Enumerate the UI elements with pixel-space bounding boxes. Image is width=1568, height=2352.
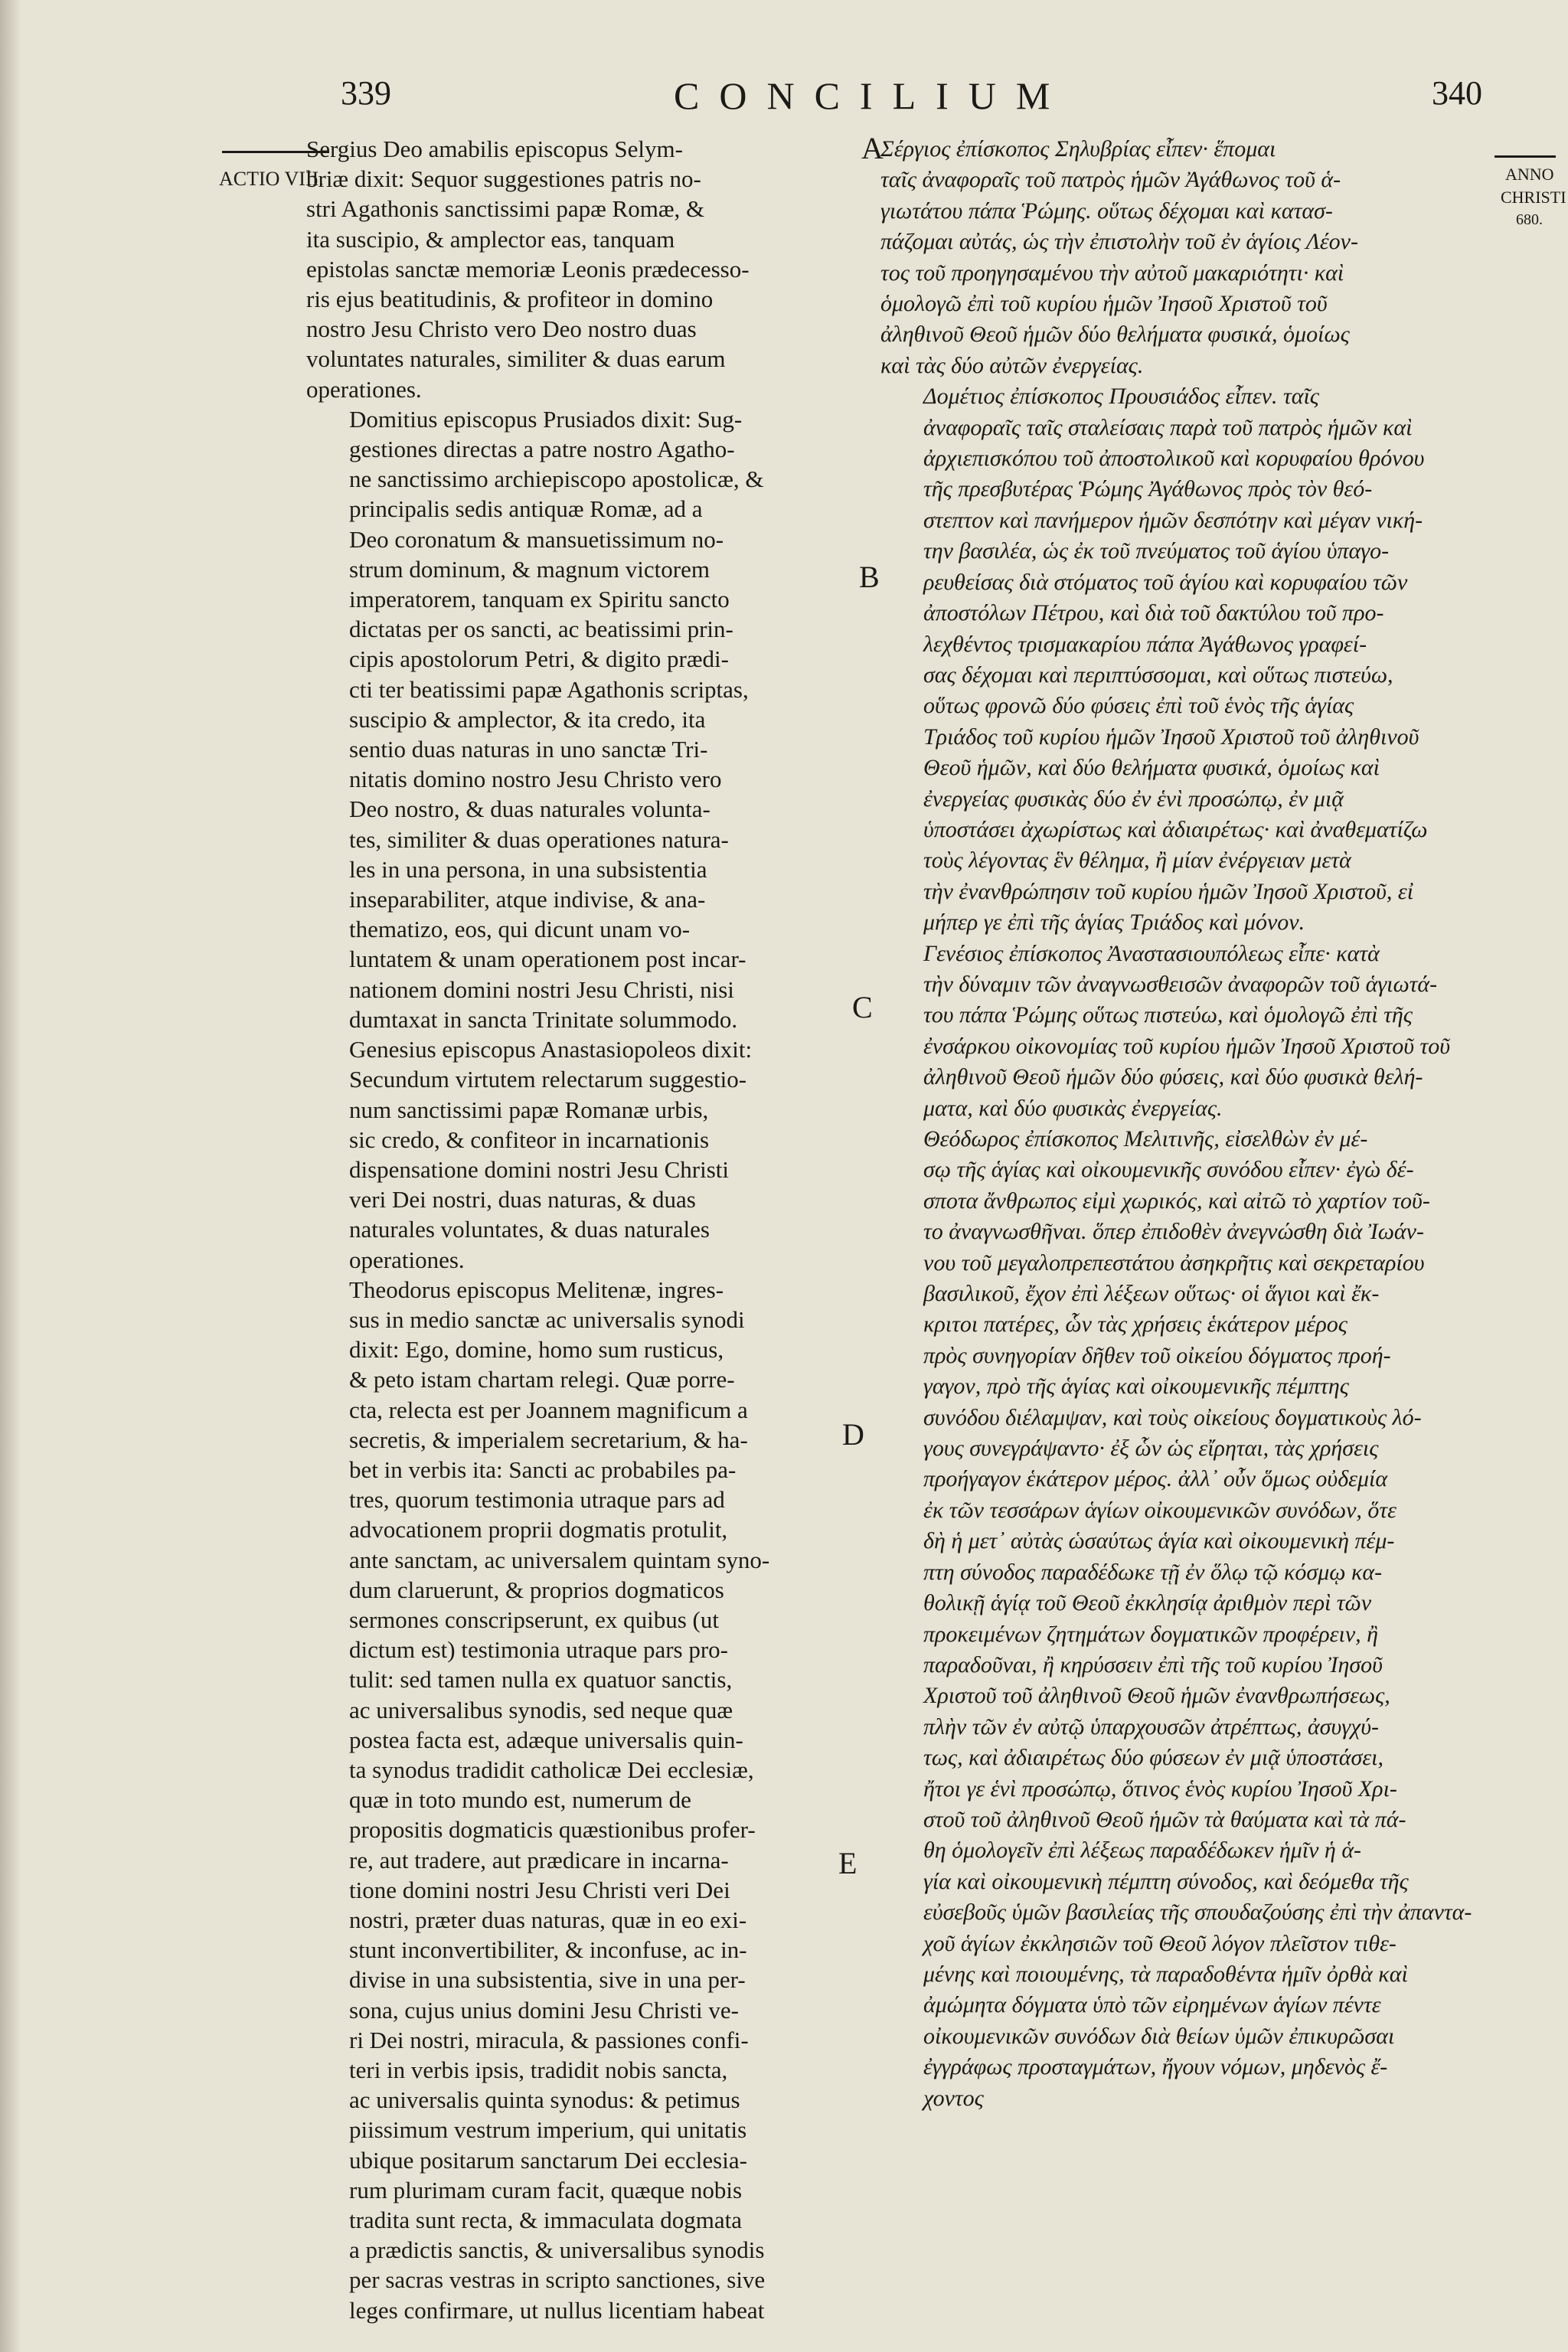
- greek-paragraph: [880, 381, 1478, 938]
- latin-text-line: ne sanctissimo archiepiscopo apostolicæ, &: [349, 466, 764, 493]
- greek-text-line: την βασιλέα, ὡς ἐκ τοῦ πνεύματος τοῦ ἁγίου ὑπαγο-: [923, 538, 1390, 564]
- greek-text-line: Γενέσιος ἐπίσκοπος Ἀναστασιουπόλεως εἶπε· κατὰ: [923, 940, 1380, 966]
- latin-text-line: quæ in toto mundo est, numerum de: [349, 1786, 691, 1814]
- latin-text-line: stri Agathonis sanctissimi papæ Romæ, &: [306, 195, 705, 223]
- section-letter-b: B: [859, 560, 880, 594]
- latin-text-line: cta, relecta est per Joannem magnificum a: [349, 1396, 748, 1423]
- latin-column: [306, 134, 858, 2325]
- latin-text-line: naturales voluntates, & duas naturales: [349, 1216, 710, 1243]
- latin-paragraph: [306, 1034, 858, 1275]
- greek-text-line: Τριάδος τοῦ κυρίου ἡμῶν Ἰησοῦ Χριστοῦ τοῦ ἀληθινοῦ: [923, 724, 1419, 750]
- latin-text-line: operationes.: [349, 1246, 465, 1273]
- greek-text-line: το ἀναγνωσθῆναι. ὅπερ ἐπιδοθὲν ἀνεγνώσθη διὰ Ἰωάν-: [923, 1219, 1424, 1245]
- latin-text-line: briæ dixit: Sequor suggestiones patris no-: [306, 165, 701, 193]
- greek-text-line: ἐγγράφως προσταγμάτων, ἤγουν νόμων, μηδενὸς ἔ-: [923, 2054, 1388, 2080]
- greek-text-line: γους συνεγράψαντο· ἐξ ὧν ὡς εἴρηται, τὰς χρήσεις: [923, 1436, 1379, 1462]
- greek-text-line: βασιλικοῦ, ἔχον ἐπὶ λέξεων οὕτως· οἱ ἅγιοι καὶ ἔκ-: [923, 1281, 1380, 1307]
- greek-text-line: νου τοῦ μεγαλοπρεπεστάτου ἀσηκρῆτις καὶ σεκρεταρίου: [923, 1250, 1425, 1276]
- running-title: CONCILIUM: [674, 74, 1070, 117]
- latin-text-line: tione domini nostri Jesu Christi veri Dei: [349, 1876, 730, 1903]
- greek-text-line: ἀληθινοῦ Θεοῦ ἡμῶν δύο φύσεις, καὶ δύο φυσικὰ θελή-: [923, 1064, 1423, 1090]
- greek-text-line: λεχθέντος τρισμακαρίου πάπα Ἀγάθωνος γραφεί-: [923, 631, 1367, 657]
- latin-text-line: Sergius Deo amabilis episcopus Selym-: [306, 136, 683, 162]
- greek-text-line: ὑποστάσει ἀχωρίστως καὶ ἀδιαιρέτως· καὶ ἀναθεματίζω: [923, 816, 1428, 842]
- latin-text-line: ac universalis quinta synodus: & petimus: [349, 2086, 740, 2114]
- latin-text-line: postea facta est, adæque universalis quin-: [349, 1726, 743, 1753]
- latin-text-line: per sacras vestras in scripto sanctiones, sive: [349, 2266, 766, 2294]
- greek-text-line: γαγον, πρὸ τῆς ἁγίας καὶ οἰκουμενικῆς πέμπτης: [923, 1374, 1349, 1400]
- latin-text-line: propositis dogmaticis quæstionibus profer-: [349, 1816, 756, 1844]
- latin-text-line: secretis, & imperialem secretarium, & ha-: [349, 1426, 748, 1453]
- latin-text-line: imperatorem, tanquam ex Spiritu sancto: [349, 586, 730, 613]
- latin-text-line: sentio duas naturas in uno sanctæ Tri-: [349, 736, 708, 763]
- latin-text-line: dispensatione domini nostri Jesu Christi: [349, 1155, 729, 1183]
- latin-text-line: Deo nostro, & duas naturales volunta-: [349, 795, 710, 823]
- greek-text-line: τῆς πρεσβυτέρας Ῥώμης Ἀγάθωνος πρὸς τὸν θεό-: [923, 476, 1373, 502]
- latin-text-line: ita suscipio, & amplector eas, tanquam: [306, 225, 675, 253]
- greek-text-line: γιωτάτου πάπα Ῥώμης. οὕτως δέχομαι καὶ κατασ-: [880, 198, 1333, 224]
- greek-paragraph: [880, 1124, 1478, 2114]
- latin-text-line: re, aut tradere, aut prædicare in incarna-: [349, 1846, 729, 1873]
- latin-text-line: rum plurimam curam facit, quæque nobis: [349, 2176, 743, 2203]
- greek-text-line: πάζομαι αὐτάς, ὡς τὴν ἐπιστολὴν τοῦ ἐν ἁγίοις Λέον-: [880, 229, 1358, 255]
- greek-text-line: κριτοι πατέρες, ὧν τὰς χρήσεις ἑκάτερον μέρος: [923, 1312, 1348, 1338]
- year-marginal-note: 680.: [1516, 211, 1543, 228]
- greek-text-line: τὴν δύναμιν τῶν ἀναγνωσθεισῶν ἀναφορῶν τοῦ ἁγιωτά-: [923, 971, 1438, 997]
- latin-text-line: sic credo, & confiteor in incarnationis: [349, 1125, 710, 1153]
- greek-text-line: ἀληθινοῦ Θεοῦ ἡμῶν δύο θελήματα φυσικά, ὁμοίως: [880, 322, 1350, 348]
- greek-text-line: χοντος: [923, 2085, 984, 2111]
- greek-text-line: ὁμολογῶ ἐπὶ τοῦ κυρίου ἡμῶν Ἰησοῦ Χριστοῦ τοῦ: [880, 291, 1328, 317]
- actio-marginal-note: ACTIO VIII.: [219, 168, 324, 190]
- latin-text-line: sona, cujus unius domini Jesu Christi ve-: [349, 1996, 739, 2024]
- greek-text-line: χοῦ ἁγίων ἐκκλησιῶν τοῦ Θεοῦ λόγον πλεῖστον τιθε-: [923, 1930, 1396, 1956]
- latin-text-line: ta synodus tradidit catholicæ Dei ecclesiæ,: [349, 1756, 754, 1783]
- greek-text-line: ἤτοι γε ἑνὶ προσώπῳ, ὅτινος ἑνὸς κυρίου Ἰησοῦ Χρι-: [923, 1775, 1397, 1802]
- greek-text-line: πλὴν τῶν ἐν αὐτῷ ὑπαρχουσῶν ἀτρέπτως, ἀσυγχύ-: [923, 1713, 1380, 1740]
- greek-text-line: δὴ ἡ μετ᾽ αὐτὰς ὡσαύτως ἁγία καὶ οἰκουμενικὴ πέμ-: [923, 1528, 1395, 1554]
- latin-text-line: thematizo, eos, qui dicunt unam vo-: [349, 916, 691, 943]
- greek-text-line: Δομέτιος ἐπίσκοπος Προυσιάδος εἶπεν. ταῖς: [923, 384, 1319, 410]
- greek-text-line: στεπτον καὶ πανήμερον ἡμῶν δεσπότην καὶ μέγαν νική-: [923, 507, 1423, 533]
- latin-text-line: dumtaxat in sancta Trinitate solummodo.: [349, 1005, 738, 1033]
- latin-paragraph: [306, 1275, 858, 2325]
- greek-text-line: ἀρχιεπισκόπου τοῦ ἀποστολικοῦ καὶ κορυφαίου θρόνου: [923, 446, 1425, 472]
- latin-text-line: nationem domini nostri Jesu Christi, nisi: [349, 975, 734, 1003]
- latin-text-line: Genesius episcopus Anastasiopoleos dixit:: [349, 1036, 753, 1063]
- latin-text-line: inseparabiliter, atque indivise, & ana-: [349, 886, 706, 913]
- latin-text-line: voluntates naturales, similiter & duas earum: [306, 345, 726, 373]
- greek-text-line: Θεόδωρος ἐπίσκοπος Μελιτινῆς, εἰσελθὼν ἐν μέ-: [923, 1126, 1368, 1152]
- greek-text-line: ρευθείσας διὰ στόματος τοῦ ἁγίου καὶ κορυφαίου τῶν: [923, 569, 1408, 595]
- greek-text-line: ἀποστόλων Πέτρου, καὶ διὰ τοῦ δακτύλου τοῦ προ-: [923, 600, 1384, 626]
- greek-text-line: Χριστοῦ τοῦ ἀληθινοῦ Θεοῦ ἡμῶν ἐνανθρωπήσεως,: [923, 1683, 1390, 1709]
- latin-text-line: piissimum vestrum imperium, qui unitatis: [349, 2116, 747, 2144]
- greek-text-line: ματα, καὶ δύο φυσικὰς ἐνεργείας.: [923, 1095, 1223, 1121]
- section-letter-d: D: [842, 1417, 864, 1452]
- greek-text-line: θη ὁμολογεῖν ἐπὶ λέξεως παραδέδωκεν ἡμῖν ἡ ἁ-: [923, 1838, 1362, 1864]
- latin-text-line: gestiones directas a patre nostro Agatho-: [349, 436, 735, 463]
- latin-text-line: cti ter beatissimi papæ Agathonis scriptas,: [349, 675, 749, 703]
- greek-text-line: τως, καὶ ἀδιαιρέτως δύο φύσεων ἐν μιᾷ ὑποστάσει,: [923, 1745, 1383, 1771]
- latin-text-line: dum claruerunt, & proprios dogmaticos: [349, 1576, 724, 1603]
- latin-text-line: tres, quorum testimonia utraque pars ad: [349, 1486, 725, 1514]
- greek-column: [880, 134, 1478, 2114]
- latin-text-line: dictatas per os sancti, ac beatissimi prin-: [349, 616, 733, 643]
- greek-text-line: σῳ τῆς ἁγίας καὶ οἰκουμενικῆς συνόδου εἶπεν· ἐγὼ δέ-: [923, 1157, 1414, 1183]
- greek-text-line: σας δέχομαι καὶ περιπτύσσομαι, καὶ οὕτως πιστεύω,: [923, 662, 1393, 688]
- section-letter-e: E: [838, 1846, 858, 1880]
- greek-paragraph: [880, 939, 1478, 1124]
- greek-text-line: ἐνσάρκου οἰκονομίας τοῦ κυρίου ἡμῶν Ἰησοῦ Χριστοῦ τοῦ: [923, 1033, 1450, 1059]
- greek-text-line: στοῦ τοῦ ἀληθινοῦ Θεοῦ ἡμῶν τὰ θαύματα καὶ τὰ πά-: [923, 1806, 1406, 1832]
- greek-text-line: πτη σύνοδος παραδέδωκε τῇ ἐν ὅλῳ τῷ κόσμῳ κα-: [923, 1559, 1383, 1585]
- greek-text-line: οἰκουμενικῶν συνόδων διὰ θείων ὑμῶν ἐπικυρῶσαι: [923, 2023, 1395, 2049]
- latin-text-line: luntatem & unam operationem post incar-: [349, 946, 746, 973]
- greek-text-line: οὕτως φρονῶ δύο φύσεις ἐπὶ τοῦ ἑνὸς τῆς ἁγίας: [923, 693, 1354, 719]
- greek-text-line: πρὸς συνηγορίαν δῆθεν τοῦ οἰκείου δόγματος προή-: [923, 1342, 1391, 1368]
- greek-text-line: ταῖς ἀναφοραῖς τοῦ πατρὸς ἡμῶν Ἀγάθωνος τοῦ ἁ-: [880, 167, 1341, 193]
- latin-text-line: bet in verbis ita: Sancti ac probabiles pa-: [349, 1455, 737, 1483]
- latin-text-line: a prædictis sanctis, & universalibus synodis: [349, 2236, 765, 2264]
- page-gutter-shadow: [0, 0, 21, 2352]
- latin-text-line: suscipio & amplector, & ita credo, ita: [349, 705, 706, 733]
- greek-text-line: σποτα ἄνθρωπος εἰμὶ χωρικός, καὶ αἰτῶ τὸ χαρτίον τοῦ-: [923, 1187, 1430, 1214]
- latin-paragraph: [306, 404, 858, 1034]
- latin-text-line: veri Dei nostri, duas naturas, & duas: [349, 1186, 696, 1214]
- latin-text-line: epistolas sanctæ memoriæ Leonis prædecesso-: [306, 255, 750, 283]
- section-letter-c: C: [852, 990, 873, 1024]
- latin-text-line: principalis sedis antiquæ Romæ, ad a: [349, 495, 703, 523]
- page-number-right: 340: [1432, 74, 1482, 112]
- greek-text-line: ἀμώμητα δόγματα ὑπὸ τῶν εἰρημένων ἁγίων πέντε: [923, 1992, 1381, 2018]
- latin-text-line: advocationem proprii dogmatis protulit,: [349, 1516, 728, 1544]
- anno-marginal-note: ANNO: [1505, 165, 1554, 184]
- latin-text-line: ante sanctam, ac universalem quintam syno-: [349, 1546, 770, 1573]
- latin-text-line: cipis apostolorum Petri, & digito prædi-: [349, 645, 729, 673]
- greek-text-line: προκειμένων ζητημάτων δογματικῶν προφέρειν, ἢ: [923, 1621, 1379, 1647]
- latin-text-line: divise in una subsistentia, sive in una per-: [349, 1966, 746, 1994]
- greek-text-line: Σέργιος ἐπίσκοπος Σηλυβρίας εἶπεν· ἕπομαι: [880, 136, 1276, 162]
- section-letter-a: A: [861, 131, 884, 165]
- latin-text-line: sus in medio sanctæ ac universalis synodi: [349, 1305, 745, 1333]
- latin-text-line: strum dominum, & magnum victorem: [349, 555, 710, 583]
- latin-text-line: tulit: sed tamen nulla ex quatuor sanctis,: [349, 1666, 733, 1694]
- latin-text-line: leges confirmare, ut nullus licentiam habeat: [349, 2296, 765, 2324]
- greek-text-line: συνόδου διέλαμψαν, καὶ τοὺς οἰκείους δογματικοὺς λό-: [923, 1404, 1422, 1430]
- right-margin-rule: [1494, 155, 1556, 158]
- greek-text-line: θολικῇ ἁγίᾳ τοῦ Θεοῦ ἐκκλησίᾳ ἀριθμὸν περὶ τῶν: [923, 1590, 1372, 1616]
- page-number-left: 339: [341, 74, 391, 112]
- greek-text-line: Θεοῦ ἡμῶν, καὶ δύο θελήματα φυσικά, ὁμοίως καὶ: [923, 755, 1380, 781]
- greek-text-line: τὴν ἐνανθρώπησιν τοῦ κυρίου ἡμῶν Ἰησοῦ Χριστοῦ, εἰ: [923, 878, 1414, 904]
- latin-text-line: ri Dei nostri, miracula, & passiones confi-: [349, 2026, 749, 2053]
- latin-text-line: tes, similiter & duas operationes natura-: [349, 825, 729, 853]
- latin-text-line: nitatis domino nostro Jesu Christo vero: [349, 766, 722, 793]
- latin-text-line: nostro Jesu Christo vero Deo nostro duas: [306, 315, 697, 343]
- latin-text-line: tradita sunt recta, & immaculata dogmata: [349, 2207, 743, 2234]
- greek-text-line: παραδοῦναι, ἢ κηρύσσειν ἐπὶ τῆς τοῦ κυρίου Ἰησοῦ: [923, 1651, 1383, 1677]
- latin-text-line: num sanctissimi papæ Romanæ urbis,: [349, 1096, 709, 1123]
- greek-text-line: του πάπα Ῥώμης οὕτως πιστεύω, καὶ ὁμολογῶ ἐπὶ τῆς: [923, 1002, 1413, 1028]
- greek-text-line: προήγαγον ἑκάτερον μέρος. ἀλλ᾽ οὖν ὅμως οὐδεμία: [923, 1466, 1388, 1492]
- latin-text-line: operationes.: [306, 375, 422, 403]
- greek-text-line: εὐσεβοῦς ὑμῶν βασιλείας τῆς σπουδαζούσης ἐπὶ τὴν ἀπαντα-: [923, 1900, 1472, 1926]
- latin-text-line: Deo coronatum & mansuetissimum no-: [349, 525, 724, 553]
- latin-text-line: & peto istam chartam relegi. Quæ porre-: [349, 1366, 735, 1393]
- greek-text-line: ἐνεργείας φυσικὰς δύο ἐν ἑνὶ προσώπῳ, ἐν μιᾷ: [923, 786, 1344, 812]
- greek-text-line: γία καὶ οἰκουμενικὴ πέμπτη σύνοδος, καὶ δεόμεθα τῆς: [923, 1868, 1409, 1894]
- greek-text-line: τος τοῦ προηγησαμένου τὴν αὐτοῦ μακαριότητι· καὶ: [880, 260, 1344, 286]
- latin-text-line: Domitius episcopus Prusiados dixit: Sug-: [349, 405, 743, 433]
- latin-text-line: dictum est) testimonia utraque pars pro-: [349, 1636, 729, 1664]
- latin-text-line: sermones conscripserunt, ex quibus (ut: [349, 1606, 719, 1633]
- greek-text-line: μήπερ γε ἐπὶ τῆς ἁγίας Τριάδος καὶ μόνον.: [923, 910, 1305, 936]
- latin-text-line: ris ejus beatitudinis, & profiteor in domino: [306, 286, 714, 313]
- latin-text-line: stunt inconvertibiliter, & inconfuse, ac in-: [349, 1936, 747, 1964]
- greek-text-line: μένης καὶ ποιουμένης, τὰ παραδοθέντα ἡμῖν ὀρθὰ καὶ: [923, 1961, 1408, 1987]
- latin-text-line: ubique positarum sanctarum Dei ecclesia-: [349, 2146, 747, 2174]
- latin-text-line: ac universalibus synodis, sed neque quæ: [349, 1696, 733, 1723]
- latin-text-line: teri in verbis ipsis, tradidit nobis sancta,: [349, 2056, 728, 2083]
- latin-text-line: dixit: Ego, domine, homo sum rusticus,: [349, 1336, 724, 1364]
- greek-text-line: καὶ τὰς δύο αὐτῶν ἐνεργείας.: [880, 352, 1144, 378]
- christi-marginal-note: CHRISTI: [1501, 188, 1566, 207]
- latin-text-line: nostri, præter duas naturas, quæ in eo exi-: [349, 1906, 747, 1933]
- greek-text-line: ἀναφοραῖς ταῖς σταλείσαις παρὰ τοῦ πατρὸς ἡμῶν καὶ: [923, 414, 1413, 440]
- latin-text-line: Theodorus episcopus Melitenæ, ingres-: [349, 1276, 724, 1303]
- greek-text-line: τοὺς λέγοντας ἓν θέλημα, ἢ μίαν ἐνέργειαν μετὰ: [923, 848, 1351, 874]
- latin-paragraph: [306, 134, 858, 404]
- greek-text-line: ἐκ τῶν τεσσάρων ἁγίων οἰκουμενικῶν συνόδων, ὅτε: [923, 1497, 1396, 1523]
- latin-text-line: les in una persona, in una subsistentia: [349, 855, 707, 883]
- greek-paragraph: [880, 134, 1478, 381]
- latin-text-line: Secundum virtutem relectarum suggestio-: [349, 1066, 747, 1093]
